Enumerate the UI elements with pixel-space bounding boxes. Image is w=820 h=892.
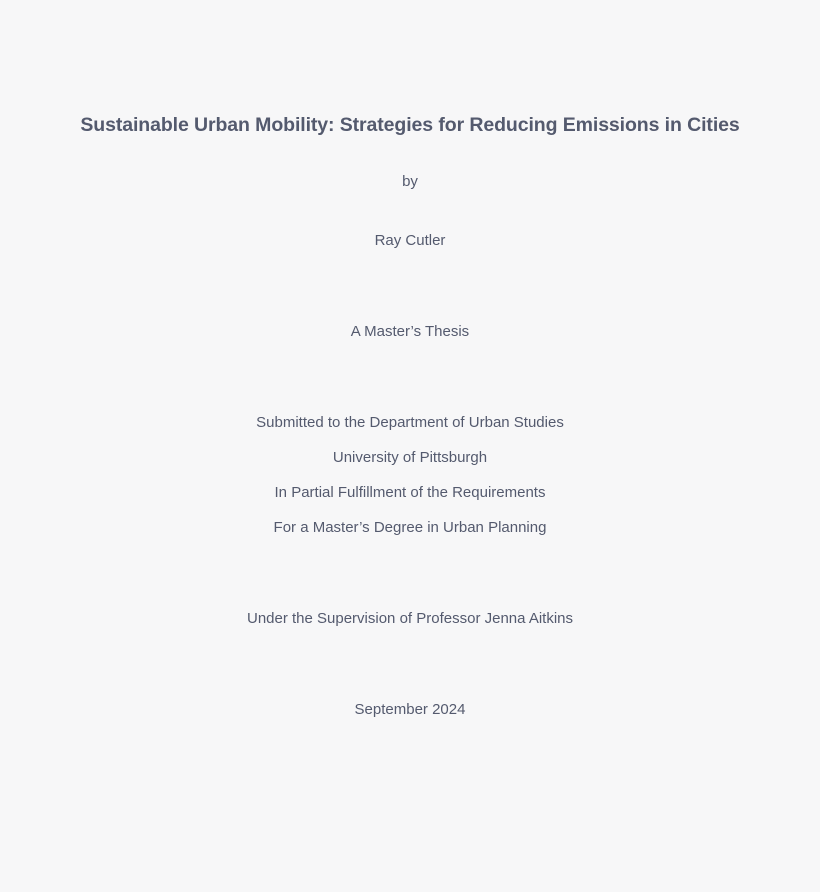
thesis-title: Sustainable Urban Mobility: Strategies for Reducing Emissions in Cities xyxy=(80,114,740,136)
by-line: by xyxy=(402,173,418,190)
supervision-line: Under the Supervision of Professor Jenna Aitkins xyxy=(246,610,573,627)
submission-requirements: In Partial Fulfillment of the Requirements xyxy=(274,484,546,501)
author-name: Ray Cutler xyxy=(374,232,446,249)
submission-department: Submitted to the Department of Urban Studies xyxy=(256,414,564,431)
submission-degree: For a Master’s Degree in Urban Planning xyxy=(273,519,547,536)
submission-date: September 2024 xyxy=(354,701,466,718)
degree-type: A Master’s Thesis xyxy=(350,323,470,340)
submission-university: University of Pittsburgh xyxy=(332,449,488,466)
